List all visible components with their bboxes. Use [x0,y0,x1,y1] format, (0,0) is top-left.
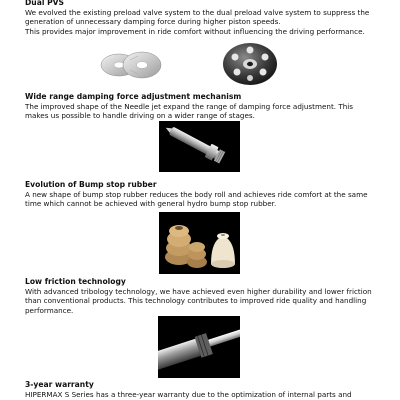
section-text [25,287,375,315]
section-text [25,8,375,36]
section-text [25,190,375,209]
section-title: Wide range damping force adjustment mechanism [25,92,242,101]
section-title: Low friction technology [25,277,126,286]
section-line: We evolved the existing preload valve system to the dual preload valve system to suppress the [25,7,370,17]
needle-jet-photo [159,121,240,172]
section-line: time which cannot be achieved with general hydro bump stop rubber. [25,199,277,209]
section-dual-pvs [25,0,375,36]
section-warranty [25,380,375,399]
section-line: This provides major improvement in ride comfort without influencing the driving performance. [25,26,365,36]
section-line: performance. [25,305,74,315]
section-bump-stop [25,180,375,209]
section-line: than conventional products. This technology contributes to improved ride quality and handling [25,296,367,306]
piston-photo [220,40,280,87]
section-line: makes us possible to handle driving on a wider range of stages. [25,111,255,121]
section-text [25,390,375,399]
bump-stop-rubber-photo [159,212,240,274]
section-line: generation of unnecessary damping force during higher piston speeds. [25,17,281,27]
shock-absorber-photo [158,316,240,378]
section-title: Dual PVS [25,0,64,7]
section-line: The improved shape of the Needle jet expand the range of damping force adjustment. This [25,101,354,111]
section-title: Evolution of Bump stop rubber [25,180,157,189]
section-line: A new shape of bump stop rubber reduces the body roll and achieves ride comfort at the same [25,189,368,199]
section-text [25,102,375,121]
valve-plate-photo [100,42,162,86]
section-title: 3-year warranty [25,380,94,389]
section-damping-adjustment [25,92,375,121]
section-line: With advanced tribology technology, we have achieved even higher durability and lower friction [25,286,372,296]
section-line: HIPERMAX S Series has a three-year warranty due to the optimization of internal parts and [25,389,352,399]
section-low-friction [25,277,375,315]
